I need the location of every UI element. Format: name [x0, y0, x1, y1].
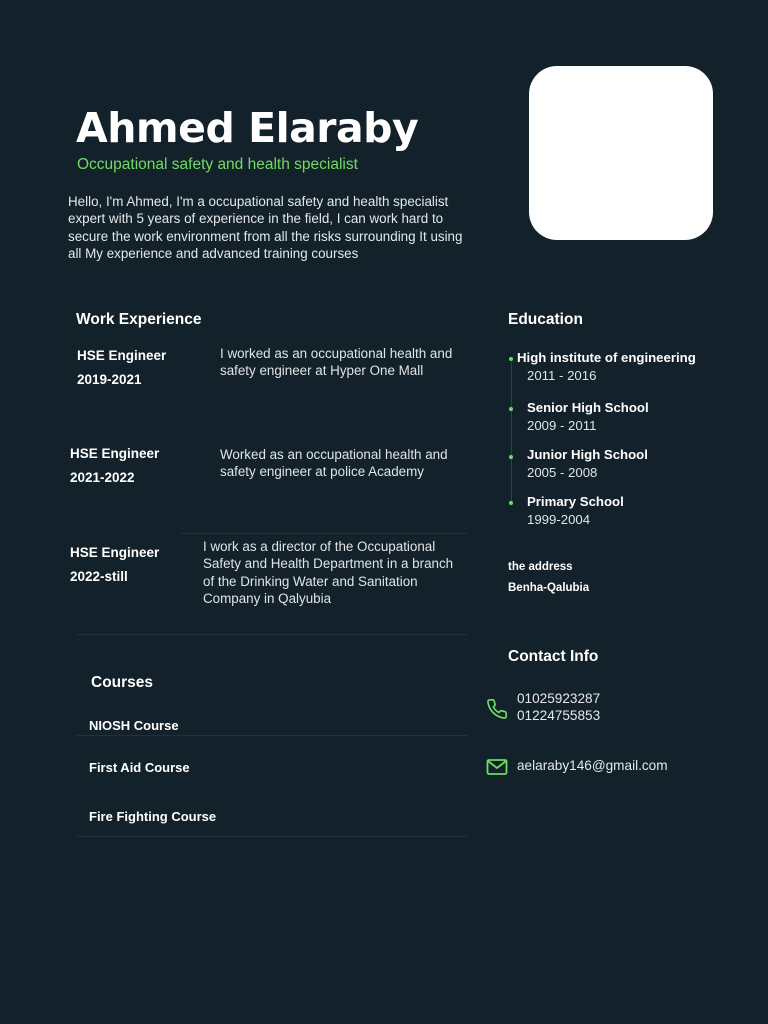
- address-label: the address: [508, 561, 573, 573]
- intro-paragraph: Hello, I'm Ahmed, I'm a occupational safety and health specialist expert with 5 years of experience in the field, I can work hard to secure the work environment from all the risks surrounding It using all My experience and advanced training courses: [68, 194, 463, 262]
- divider: [77, 836, 468, 837]
- education-school: High institute of engineering: [517, 350, 696, 365]
- phone-number[interactable]: 01224755853: [517, 708, 601, 724]
- job-years: 2022-still: [70, 569, 128, 584]
- job-years: 2019-2021: [77, 372, 142, 387]
- job-title: HSE Engineer: [70, 545, 160, 560]
- divider: [180, 533, 468, 534]
- education-timeline-line: [511, 362, 512, 502]
- education-school: Senior High School: [527, 400, 649, 415]
- profile-photo: [529, 66, 713, 240]
- job-entry-2: [70, 442, 159, 490]
- work-experience-heading: Work Experience: [76, 311, 202, 328]
- phone-icon: [486, 698, 508, 720]
- education-heading: Education: [508, 311, 583, 328]
- mail-icon: [486, 758, 508, 776]
- course-item: NIOSH Course: [89, 718, 179, 733]
- job-entry-3: [70, 541, 159, 589]
- courses-heading: Courses: [91, 674, 154, 691]
- address-value: Benha-Qalubia: [508, 582, 590, 594]
- divider: [77, 735, 468, 736]
- job-description-3: I work as a director of the Occupational Safety and Health Department in a branch of the Drinking Water and Sanitation Company in Qalyubia: [203, 539, 454, 607]
- job-description-2: Worked as an occupational health and safety engineer at police Academy: [220, 447, 448, 480]
- phone-number[interactable]: 01025923287: [517, 691, 601, 706]
- job-title: HSE Engineer: [77, 348, 167, 363]
- job-title-subtitle: Occupational safety and health specialist: [77, 156, 358, 173]
- divider: [77, 634, 468, 635]
- education-school: Primary School: [527, 494, 624, 509]
- resume-name: Ahmed Elaraby: [76, 104, 419, 152]
- job-description-1: I worked as an occupational health and safety engineer at Hyper One Mall: [220, 346, 453, 379]
- email-address[interactable]: aelaraby146@gmail.com: [517, 758, 668, 773]
- timeline-dot: [509, 357, 513, 361]
- timeline-dot: [509, 455, 513, 459]
- job-title: HSE Engineer: [70, 446, 160, 461]
- job-years: 2021-2022: [70, 470, 135, 485]
- education-years: 2005 - 2008: [527, 465, 598, 480]
- course-item: Fire Fighting Course: [89, 809, 217, 824]
- timeline-dot: [509, 501, 513, 505]
- course-item: First Aid Course: [89, 760, 190, 775]
- education-years: 1999-2004: [527, 512, 591, 527]
- education-school: Junior High School: [527, 447, 648, 462]
- education-years: 2011 - 2016: [527, 368, 597, 383]
- phone-numbers: [517, 690, 600, 725]
- job-entry-1: [77, 344, 166, 392]
- education-years: 2009 - 2011: [527, 418, 597, 433]
- timeline-dot: [509, 407, 513, 411]
- contact-info-heading: Contact Info: [508, 648, 599, 665]
